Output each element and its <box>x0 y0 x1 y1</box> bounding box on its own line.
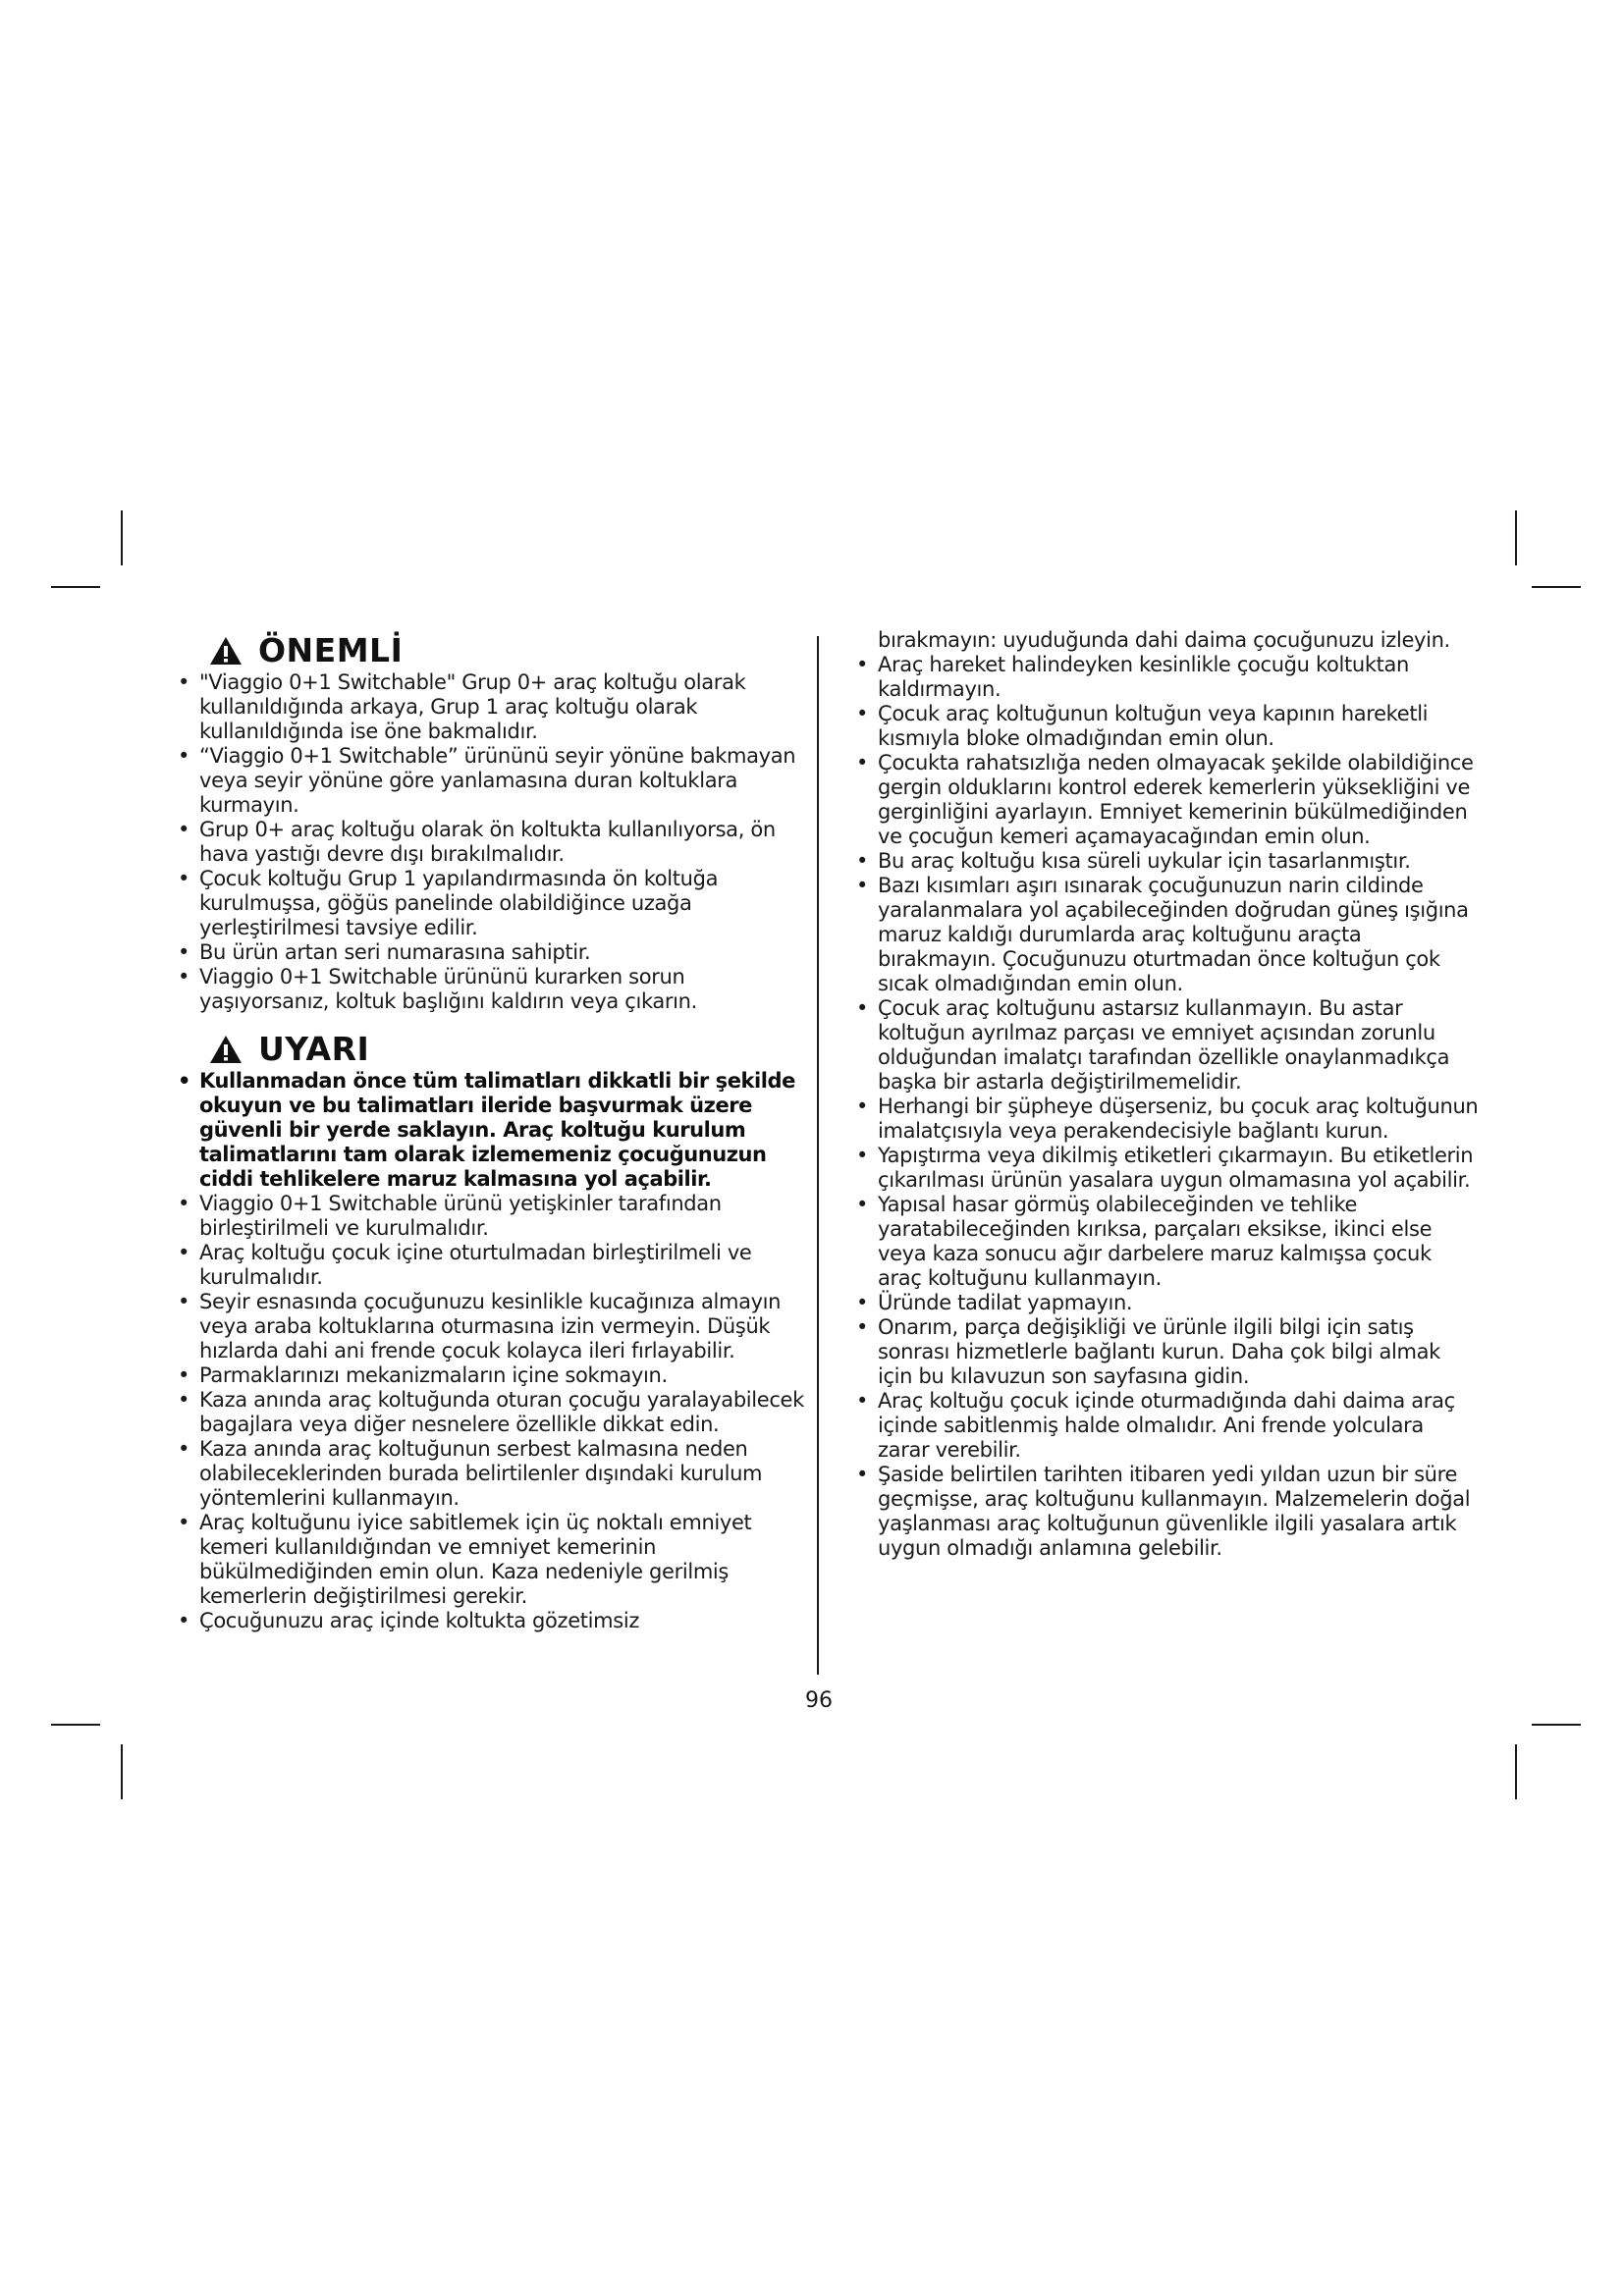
crop-mark-bottom-left-vertical <box>121 1744 123 1799</box>
warning-heading-text: UYARI <box>258 1030 370 1068</box>
warning-triangle-icon <box>209 1035 243 1064</box>
list-item: • Bazı kısımları aşırı ısınarak çocuğunuzun narin cildinde yaralanmalara yol açabileceğinden doğrudan güneş ışığına maruz kaldığı durumlarda araç koltuğunu araçta bırakmayın. Çocuğunuzu oturtmadan önce koltuğun çok sıcak olmadığından emin olun. <box>850 874 1481 996</box>
important-heading <box>209 631 805 670</box>
list-item: • Şaside belirtilen tarihten itibaren yedi yıldan uzun bir süre geçmişse, araç koltuğunu kullanmayın. Malzemelerin doğal yaşlanması araç koltuğunun güvenlikle ilgili yasalara artık uygun olmadığı anlamına gelebilir. <box>850 1463 1481 1561</box>
important-heading-text: ÖNEMLİ <box>258 631 404 669</box>
warning-triangle-icon <box>209 636 243 666</box>
crop-mark-top-right-vertical <box>1515 510 1517 565</box>
warning-heading <box>209 1030 805 1069</box>
continued-item-text: bırakmayın: uyuduğunda dahi daima çocuğunuzu izleyin. <box>878 628 1450 652</box>
list-item: • Çocukta rahatsızlığa neden olmayacak şekilde olabildiğince gergin olduklarını kontrol ederek kemerlerin yüksekliğini ve gerginliğini ayarlayın. Emniyet kemerinin bükülmediğinden ve çocuğun kemeri açamayacağından emin olun. <box>850 751 1481 849</box>
list-item: • Seyir esnasında çocuğunuzu kesinlikle kucağınıza almayın veya araba koltuklarına oturmasına izin vermeyin. Düşük hızlarda dahi ani frende çocuk kolayca ileri fırlayabilir. <box>172 1290 805 1363</box>
list-item: • Çocuk araç koltuğunun koltuğun veya kapının hareketli kısmıyla bloke olmadığından emin olun. <box>850 702 1481 751</box>
crop-mark-bottom-right-horizontal <box>1532 1724 1581 1726</box>
crop-mark-bottom-left-horizontal <box>51 1724 100 1726</box>
list-item: • Araç koltuğu çocuk içinde oturmadığında dahi daima araç içinde sabitlenmiş halde olmalıdır. Ani frende yolculara zarar verebilir. <box>850 1389 1481 1463</box>
crop-mark-top-left-vertical <box>121 510 123 565</box>
crop-mark-bottom-right-vertical <box>1515 1744 1517 1799</box>
list-item: • Bu ürün artan seri numarasına sahiptir. <box>172 940 805 965</box>
column-divider <box>817 636 819 1675</box>
list-item: • Araç koltuğunu iyice sabitlemek için üç noktalı emniyet kemeri kullanıldığından ve emniyet kemerinin bükülmediğinden emin olun. Kaza nedeniyle gerilmiş kemerlerin değiştirilmesi gerekir. <box>172 1511 805 1609</box>
crop-mark-top-left-horizontal <box>51 586 100 588</box>
list-item: • Yapıştırma veya dikilmiş etiketleri çıkarmayın. Bu etiketlerin çıkarılması ürünün yasalara uygun olmamasına yol açabilir. <box>850 1144 1481 1193</box>
list-item: • Yapısal hasar görmüş olabileceğinden ve tehlike yaratabileceğinden kırıksa, parçaları eksikse, ikinci else veya kaza sonucu ağır darbelere maruz kalmışsa çocuk araç koltuğunu kullanmayın. <box>850 1193 1481 1291</box>
list-item: • Parmaklarınızı mekanizmaların içine sokmayın. <box>172 1363 805 1388</box>
warning-list-continued <box>850 653 1481 1561</box>
list-item: • "Viaggio 0+1 Switchable" Grup 0+ araç koltuğu olarak kullanıldığında arkaya, Grup 1 araç koltuğu olarak kullanıldığında ise öne bakmalıdır. <box>172 670 805 744</box>
list-item: • Viaggio 0+1 Switchable ürünü yetişkinler tarafından birleştirilmeli ve kurulmalıdır. <box>172 1192 805 1241</box>
list-item-bold: • Kullanmadan önce tüm talimatları dikkatli bir şekilde okuyun ve bu talimatları ileride başvurmak üzere güvenli bir yerde saklayın. Araç koltuğu kurulum talimatlarını tam olarak izlememeniz çocuğunuzun ciddi tehlikelere maruz kalmasına yol açabilir. <box>172 1069 805 1192</box>
right-column <box>850 628 1481 1561</box>
list-item: • Çocuğunuzu araç içinde koltukta gözetimsiz <box>172 1609 805 1633</box>
list-item: • Çocuk koltuğu Grup 1 yapılandırmasında ön koltuğa kurulmuşsa, göğüs panelinde olabildiğince uzağa yerleştirilmesi tavsiye edilir. <box>172 867 805 940</box>
left-column <box>172 631 805 1633</box>
important-list <box>172 670 805 1014</box>
warning-list <box>172 1069 805 1633</box>
list-item: • “Viaggio 0+1 Switchable” ürününü seyir yönüne bakmayan veya seyir yönüne göre yanlamasına duran koltuklara kurmayın. <box>172 744 805 818</box>
list-item: • Araç hareket halindeyken kesinlikle çocuğu koltuktan kaldırmayın. <box>850 653 1481 702</box>
list-item: • Kaza anında araç koltuğunun serbest kalmasına neden olabileceklerinden burada belirtilenler dışındaki kurulum yöntemlerini kullanmayın. <box>172 1437 805 1511</box>
list-item: • Onarım, parça değişikliği ve ürünle ilgili bilgi için satış sonrası hizmetlerle bağlantı kurun. Daha çok bilgi almak için bu kılavuzun son sayfasına gidin. <box>850 1315 1481 1389</box>
list-item: • Bu araç koltuğu kısa süreli uykular için tasarlanmıştır. <box>850 849 1481 874</box>
list-item: • Viaggio 0+1 Switchable ürününü kurarken sorun yaşıyorsanız, koltuk başlığını kaldırın veya çıkarın. <box>172 965 805 1014</box>
list-item: • Herhangi bir şüpheye düşerseniz, bu çocuk araç koltuğunun imalatçısıyla veya perakendecisiyle bağlantı kurun. <box>850 1095 1481 1144</box>
list-item: • Çocuk araç koltuğunu astarsız kullanmayın. Bu astar koltuğun ayrılmaz parçası ve emniyet açısından zorunlu olduğundan imalatçı tarafından özellikle onaylanmadıkça başka bir astarla değiştirilmemelidir. <box>850 996 1481 1095</box>
list-item: • Kaza anında araç koltuğunda oturan çocuğu yaralayabilecek bagajlara veya diğer nesnelere özellikle dikkat edin. <box>172 1388 805 1437</box>
crop-mark-top-right-horizontal <box>1532 586 1581 588</box>
list-item: • Grup 0+ araç koltuğu olarak ön koltukta kullanılıyorsa, ön hava yastığı devre dışı bırakılmalıdır. <box>172 818 805 867</box>
list-item: • Araç koltuğu çocuk içine oturtulmadan birleştirilmeli ve kurulmalıdır. <box>172 1241 805 1290</box>
list-item: • Üründe tadilat yapmayın. <box>850 1291 1481 1315</box>
page-number: 96 <box>805 1688 833 1713</box>
